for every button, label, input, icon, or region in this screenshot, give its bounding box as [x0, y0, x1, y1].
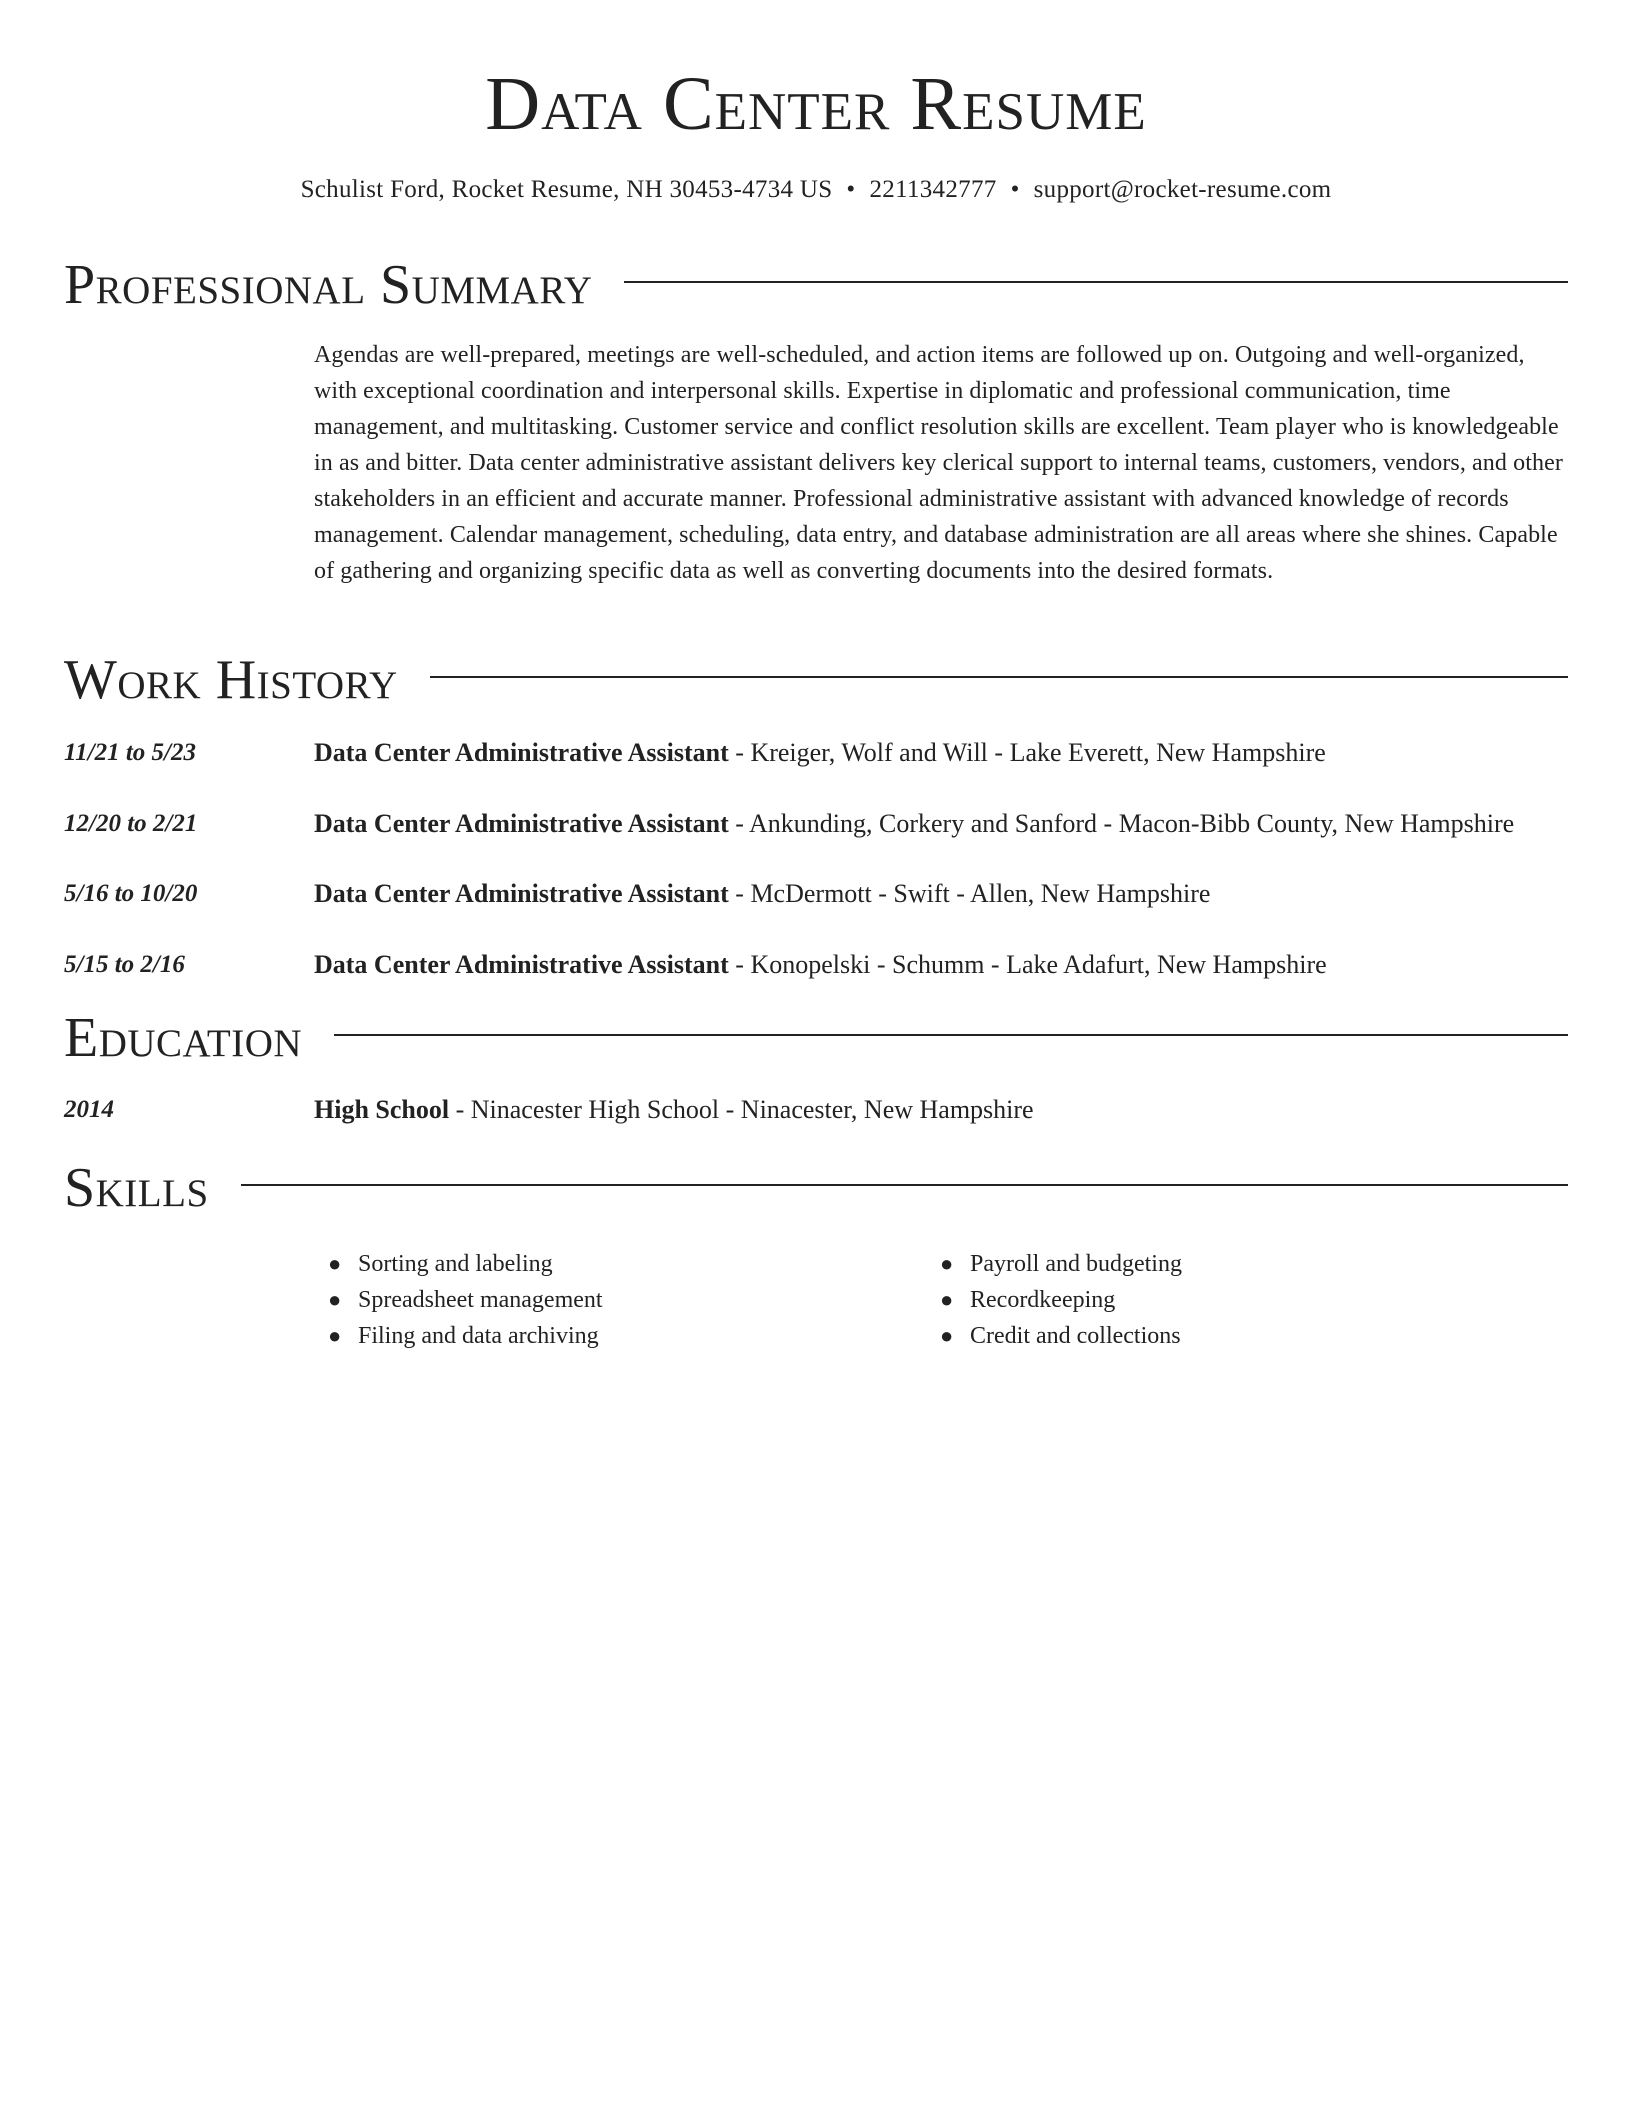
entry-detail: [314, 1093, 1034, 1127]
entry-detail: [314, 736, 1326, 770]
skill-item: [314, 1246, 603, 1282]
skill-label: Sorting and labeling: [358, 1251, 553, 1277]
resume-title: Data Center Resume: [485, 62, 1147, 146]
contact-line: [0, 174, 1632, 206]
entry-title: Data Center Administrative Assistant: [314, 950, 729, 979]
entry-employer: - Konopelski - Schumm - Lake Adafurt, New Hampshire: [728, 950, 1327, 979]
entry-title: Data Center Administrative Assistant: [314, 738, 729, 767]
bullet-icon: ●: [940, 1323, 954, 1348]
skill-label: Filing and data archiving: [358, 1323, 599, 1349]
entry-school: - Ninacester High School - Ninacester, New Hampshire: [449, 1095, 1034, 1124]
contact-email: support@rocket-resume.com: [1033, 176, 1332, 203]
section-header-summary: [64, 250, 1568, 320]
section-divider: [430, 676, 1568, 678]
entry-detail: [314, 877, 1210, 911]
entry-title: High School: [314, 1095, 450, 1124]
bullet-icon: ●: [328, 1251, 342, 1276]
entry-detail: [314, 807, 1514, 841]
skills-list-left: [314, 1246, 603, 1354]
summary-text: Agendas are well-prepared, meetings are well-scheduled, and action items are followed up on. Outgoing and well-organized, with exceptional coordination and interpersonal skills. Expertise in diplomatic and professional communication, time management, and multitasking. Customer service and conflict resolution skills are excellent. Team player who is knowledgeable in as and bitter. Data center administrative assistant delivers key clerical support to internal teams, customers, vendors, and other stakeholders in an efficient and accurate manner. Professional administrative assistant with advanced knowledge of records management. Calendar management, scheduling, data entry, and database administration are all areas where she shines. Capable of gathering and organizing specific data as well as converting documents into the desired formats.: [314, 342, 1563, 584]
entry-employer: - McDermott - Swift - Allen, New Hampshire: [728, 879, 1211, 908]
skills-list-right: [926, 1246, 1182, 1354]
skill-label: Recordkeeping: [970, 1287, 1116, 1313]
section-header-education: [64, 1003, 1568, 1073]
contact-separator: •: [1010, 176, 1020, 203]
entry-detail: [314, 948, 1327, 982]
section-divider: [334, 1034, 1568, 1036]
section-title: Work History: [64, 649, 398, 711]
skill-item: [926, 1246, 1182, 1282]
section-title: Skills: [64, 1157, 209, 1219]
skill-item: [926, 1318, 1182, 1354]
skill-item: [314, 1318, 603, 1354]
entry-employer: - Kreiger, Wolf and Will - Lake Everett, New Hampshire: [728, 738, 1326, 767]
entry-title: Data Center Administrative Assistant: [314, 809, 729, 838]
bullet-icon: ●: [328, 1323, 342, 1348]
section-header-work-history: [64, 645, 1568, 715]
contact-phone: 2211342777: [869, 176, 997, 203]
entry-dates: 12/20 to 2/21: [64, 810, 198, 837]
contact-address: Schulist Ford, Rocket Resume, NH 30453-4734 US: [300, 176, 833, 203]
section-divider: [624, 281, 1568, 283]
skill-item: [926, 1282, 1182, 1318]
section-title: Education: [64, 1007, 303, 1069]
entry-dates: 5/15 to 2/16: [64, 951, 185, 978]
skill-label: Credit and collections: [970, 1323, 1181, 1349]
skill-label: Payroll and budgeting: [970, 1251, 1182, 1277]
entry-dates: 5/16 to 10/20: [64, 880, 198, 907]
bullet-icon: ●: [940, 1287, 954, 1312]
contact-separator: •: [846, 176, 856, 203]
entry-title: Data Center Administrative Assistant: [314, 879, 729, 908]
section-title: Professional Summary: [64, 254, 593, 316]
entry-dates: 2014: [64, 1096, 114, 1123]
section-header-skills: [64, 1153, 1568, 1223]
bullet-icon: ●: [328, 1287, 342, 1312]
skill-item: [314, 1282, 603, 1318]
bullet-icon: ●: [940, 1251, 954, 1276]
entry-dates: 11/21 to 5/23: [64, 739, 196, 766]
entry-employer: - Ankunding, Corkery and Sanford - Macon-Bibb County, New Hampshire: [728, 809, 1515, 838]
skill-label: Spreadsheet management: [358, 1287, 603, 1313]
section-divider: [241, 1184, 1568, 1186]
